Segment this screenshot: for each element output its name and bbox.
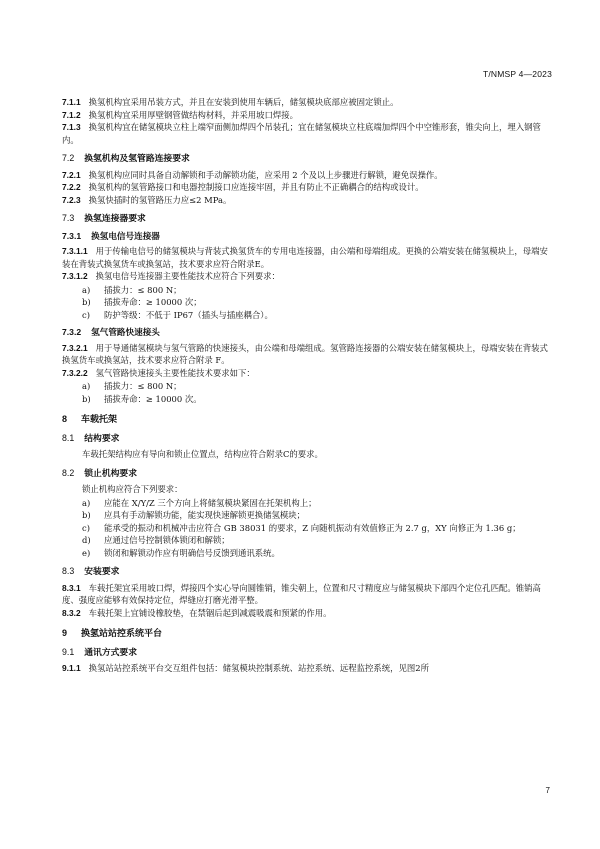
clause-number: 7.3.1.1 bbox=[62, 246, 88, 256]
subsection-heading-text: 锁止机构要求 bbox=[84, 467, 138, 478]
clause-number: 8.3.1 bbox=[62, 582, 81, 593]
list-item-text: 插拔寿命：≥ 10000 次； bbox=[104, 297, 202, 307]
paragraph: 锁止机构应符合下列要求： bbox=[82, 484, 183, 494]
list-item-label: b) bbox=[82, 393, 91, 404]
list-item bbox=[82, 509, 550, 522]
list-item-label: a) bbox=[82, 284, 91, 295]
doc-code-header: T/NMSP 4—2023 bbox=[482, 69, 552, 79]
clause-number: 7.1.3 bbox=[62, 122, 81, 132]
list-item-text: 应能在 X/Y/Z 三个方向上将储氢模块紧固在托架机构上； bbox=[104, 497, 317, 508]
clause-number: 8.3.2 bbox=[62, 607, 81, 618]
clause-text: 换氢站站控系统平台交互组件包括：储氢模块控制系统、站控系统、远程监控系统，见图2所 bbox=[88, 663, 429, 673]
list-item-text: 防护等级：不低于 IP67（插头与插座耦合）。 bbox=[104, 309, 273, 320]
clause bbox=[62, 270, 550, 283]
clause-number: 7.3.2.2 bbox=[62, 367, 88, 378]
section-heading bbox=[62, 413, 550, 426]
list-item bbox=[82, 547, 550, 560]
requirement-list bbox=[82, 497, 550, 560]
subsection-heading-number: 7.2 bbox=[62, 153, 75, 163]
section-heading-number: 9 bbox=[62, 628, 68, 638]
clause-number: 7.1.2 bbox=[62, 109, 81, 120]
clause-text: 车载托架宜采用坡口焊，焊接四个实心导向圆锥销，锥尖朝上，位置和尺寸精度应与储氢模块下部四个定位孔匹配。锥销高度、强度应能够有效保持定位，焊缝应打磨光滑平整。 bbox=[62, 582, 541, 605]
clause bbox=[62, 367, 550, 380]
clause-number: 9.1.1 bbox=[62, 663, 81, 673]
clause bbox=[62, 607, 550, 620]
clause bbox=[62, 169, 550, 182]
subsection-heading-text: 通讯方式要求 bbox=[84, 646, 138, 657]
clause bbox=[62, 194, 550, 207]
clause-number: 7.1.1 bbox=[62, 97, 81, 107]
list-item bbox=[82, 497, 550, 510]
paragraph: 车载托架结构应有导向和锁止位置点，结构应符合附录C的要求。 bbox=[82, 449, 323, 459]
subsection-heading-text: 安装要求 bbox=[84, 566, 120, 576]
list-item-text: 应通过信号控制锁体锁闭和解锁； bbox=[104, 535, 230, 545]
subsection-heading bbox=[62, 152, 550, 165]
clause-text: 换氢机构应同时具备自动解锁和手动解锁功能，应采用 2 个及以上步骤进行解锁，避免误操作。 bbox=[88, 169, 443, 180]
clause-text: 换氢机构宜在储氢模块立柱上端窄面侧加焊四个吊装孔；宜在储氢模块立柱底端加焊四个中空锥形套，锥尖向上，埋入钢管内。 bbox=[62, 122, 541, 145]
section-heading bbox=[62, 627, 550, 640]
clause bbox=[62, 245, 550, 270]
section-heading-text: 车载托架 bbox=[81, 414, 118, 424]
list-item bbox=[82, 296, 550, 309]
clause-text: 换氢电信号连接器主要性能技术应符合下列要求： bbox=[95, 271, 280, 281]
subclause-heading-number: 7.3.1 bbox=[62, 230, 82, 241]
list-item-label: a) bbox=[82, 497, 91, 508]
clause bbox=[62, 121, 550, 146]
subsection-heading bbox=[62, 646, 550, 659]
subsection-heading-text: 换氢连接器要求 bbox=[84, 213, 146, 223]
subsection-heading-number: 9.1 bbox=[62, 646, 75, 657]
clause bbox=[62, 582, 550, 607]
list-item bbox=[82, 309, 550, 322]
list-item-text: 锁闭和解锁动作应有明确信号反馈到通讯系统。 bbox=[104, 547, 280, 558]
subclause-heading bbox=[62, 326, 550, 339]
page-number: 7 bbox=[545, 785, 550, 795]
list-item-label: d) bbox=[82, 535, 91, 545]
list-item-label: c) bbox=[82, 522, 90, 533]
clause bbox=[62, 181, 550, 194]
subclause-heading-text: 氢气管路快速接头 bbox=[91, 327, 160, 337]
list-item-text: 插拔力：≤ 800 N； bbox=[104, 381, 182, 391]
clause-text: 用于导通储氢模块与氢气管路的快速接头，由公端和母端组成。氢管路连接器的公端安装在储氢模块上，母端安装在背装式换氢货车或换氢站，技术要求应符合附录 F。 bbox=[62, 342, 548, 365]
subsection-heading bbox=[62, 467, 550, 480]
clause-number: 7.2.1 bbox=[62, 169, 81, 180]
subclause-heading bbox=[62, 230, 550, 243]
list-item bbox=[82, 522, 550, 535]
clause-text: 换氢机构的氢管路接口和电器控制接口应连接牢固，并且有防止不正确耦合的结构或设计。 bbox=[88, 182, 424, 192]
clause-text: 换氢机构宜采用吊装方式，并且在安装到使用车辆后，储氢模块底部应被固定锁止。 bbox=[88, 97, 399, 107]
list-item-label: b) bbox=[82, 297, 91, 307]
list-item-text: 插拔力：≤ 800 N； bbox=[104, 284, 182, 295]
clause-text: 换氢机构宜采用厚壁钢管做结构材料，并采用坡口焊接。 bbox=[88, 109, 299, 120]
list-item bbox=[82, 284, 550, 297]
clause bbox=[62, 96, 550, 109]
page-content bbox=[62, 96, 550, 675]
list-item-text: 应具有手动解锁功能，能实现快速解锁更换储氢模块； bbox=[104, 510, 305, 520]
list-item bbox=[82, 534, 550, 547]
clause-text: 车载托架上宜铺设橡胶垫，在禁锢后起到减震吸震和预紧的作用。 bbox=[88, 607, 332, 618]
clause-text: 氢气管路快速接头主要性能技术要求如下： bbox=[95, 367, 255, 378]
list-item bbox=[82, 393, 550, 406]
section-heading-number: 8 bbox=[62, 414, 68, 424]
clause bbox=[62, 342, 550, 367]
subsection-heading-text: 换氢机构及氢管路连接要求 bbox=[84, 153, 190, 163]
subsection-heading bbox=[62, 565, 550, 578]
section-heading-text: 换氢站站控系统平台 bbox=[81, 628, 163, 638]
subsection-heading-number: 8.2 bbox=[62, 467, 75, 478]
subclause-heading-number: 7.3.2 bbox=[62, 327, 82, 337]
clause-text: 用于传输电信号的储氢模块与背装式换氢货车的专用电连接器，由公端和母端组成。更换的公端安装在储氢模块上，母端安装在背装式换氢货车或换氢站，技术要求应符合附录E。 bbox=[62, 246, 548, 269]
subsection-heading-number: 8.1 bbox=[62, 432, 75, 443]
clause-number: 7.2.3 bbox=[62, 194, 81, 205]
list-item-label: a) bbox=[82, 381, 91, 391]
clause bbox=[62, 109, 550, 122]
list-item-text: 能承受的振动和机械冲击应符合 GB 38031 的要求，Z 向随机振动有效值修正为 2.7 g，XY 向修正为 1.36 g； bbox=[104, 522, 521, 533]
subsection-heading-number: 8.3 bbox=[62, 566, 75, 576]
subsection-heading bbox=[62, 212, 550, 225]
requirement-list bbox=[82, 380, 550, 405]
subsection-heading-number: 7.3 bbox=[62, 213, 75, 223]
clause bbox=[62, 662, 550, 675]
subclause-heading-text: 换氢电信号连接器 bbox=[91, 230, 160, 241]
list-item-text: 插拔寿命：≥ 10000 次。 bbox=[104, 393, 202, 404]
list-item bbox=[82, 380, 550, 393]
list-item-label: c) bbox=[82, 309, 90, 320]
clause-number: 7.3.1.2 bbox=[62, 271, 88, 281]
list-item-label: b) bbox=[82, 510, 91, 520]
clause-number: 7.3.2.1 bbox=[62, 342, 88, 353]
clause-number: 7.2.2 bbox=[62, 182, 81, 192]
clause-text: 换氢快插时的氢管路压力应≤2 MPa。 bbox=[88, 194, 232, 205]
requirement-list bbox=[82, 284, 550, 322]
list-item-label: e) bbox=[82, 547, 91, 558]
subsection-heading bbox=[62, 432, 550, 445]
subsection-heading-text: 结构要求 bbox=[84, 432, 120, 443]
